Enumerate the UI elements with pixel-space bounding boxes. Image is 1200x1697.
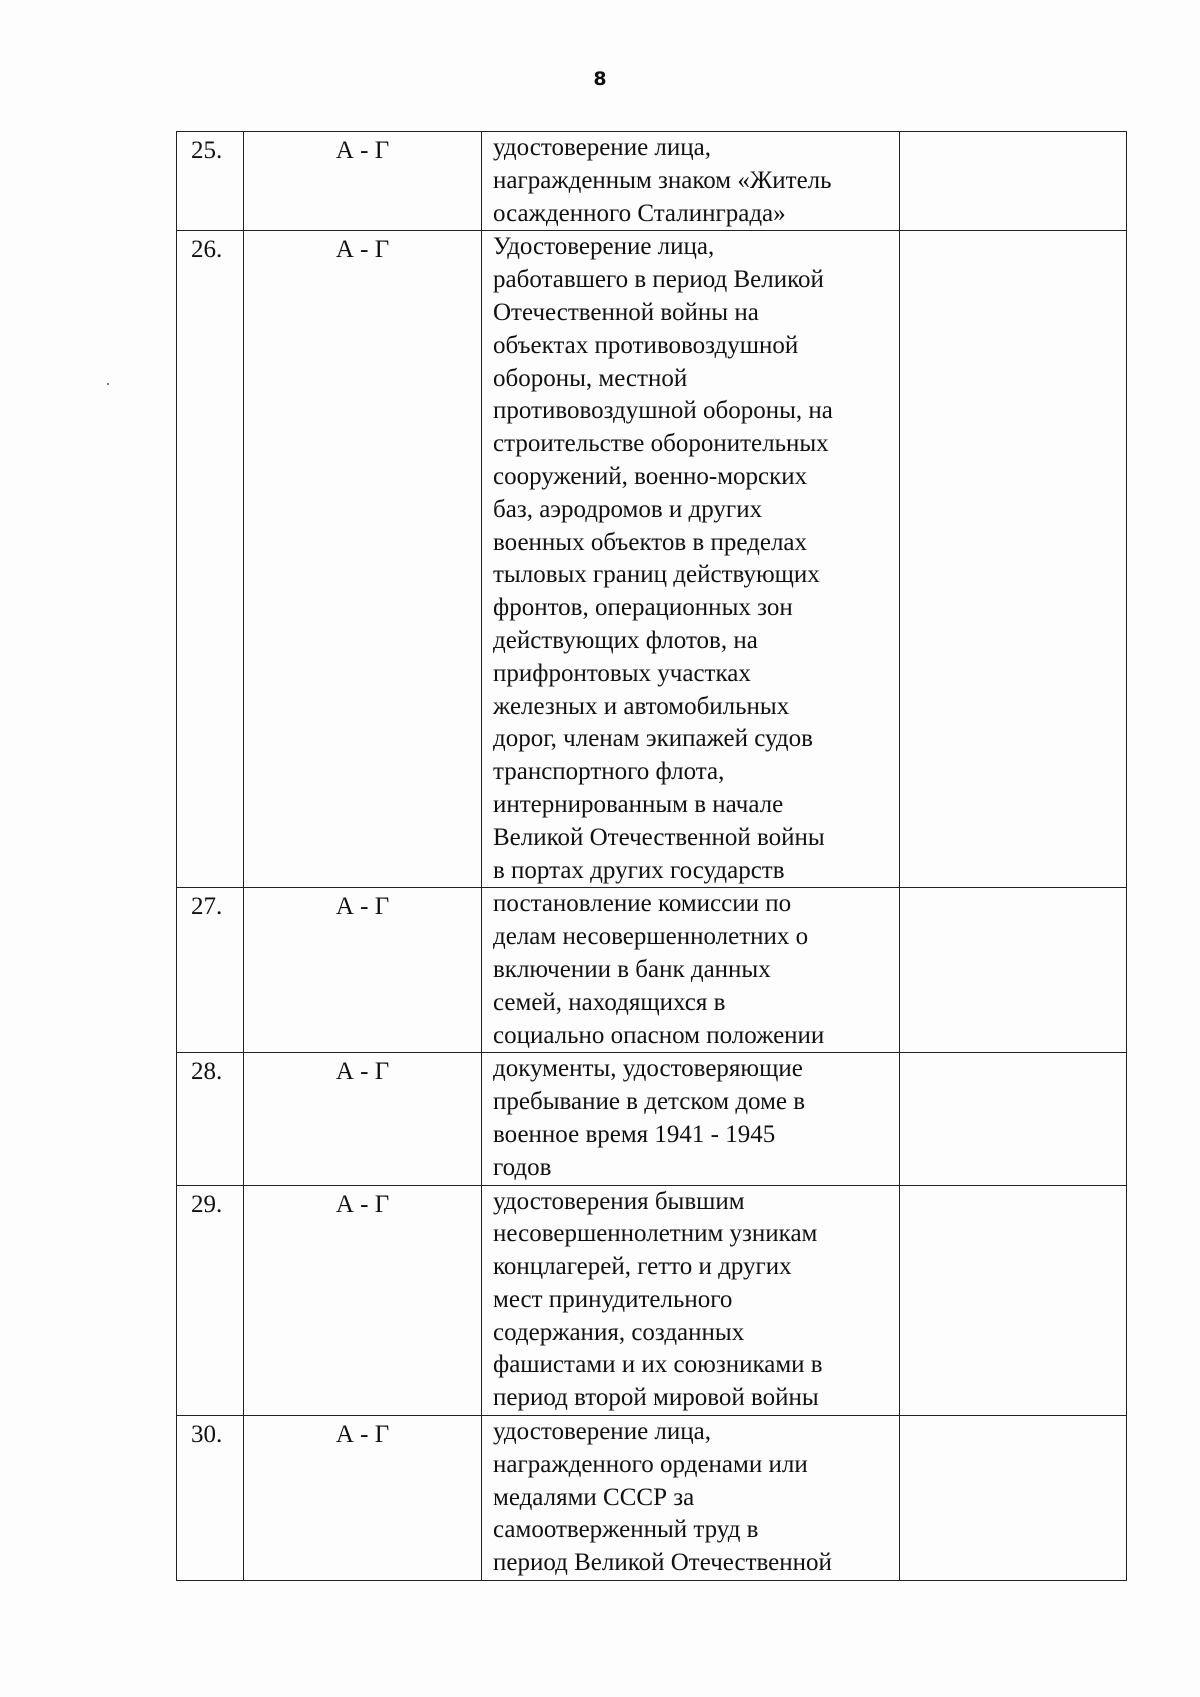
row-category: А - Г (244, 1416, 482, 1581)
scan-speck (107, 383, 109, 385)
row-document-description (482, 1185, 900, 1416)
description-line: награжденным знаком «Житель (493, 166, 832, 194)
description-line: дорог, членам экипажей судов (493, 725, 813, 753)
description-line: транспортного флота, (493, 758, 725, 786)
documents-table (176, 131, 1127, 1581)
documents-table-body (177, 132, 1127, 1581)
row-empty-cell (900, 1053, 1127, 1185)
row-empty-cell (900, 1416, 1127, 1581)
description-line: пребывание в детском доме в (493, 1088, 806, 1116)
description-line: военное время 1941 - 1945 (493, 1120, 776, 1148)
description-line: объектах противовоздушной (493, 331, 799, 359)
row-category: А - Г (244, 888, 482, 1053)
row-empty-cell (900, 231, 1127, 888)
page-number: 8 (593, 68, 607, 90)
row-number: 25. (177, 132, 244, 231)
description-line: мест принудительного (493, 1285, 733, 1313)
row-number: 27. (177, 888, 244, 1053)
description-line: самоотверженный труд в (493, 1516, 759, 1544)
description-line: награжденного орденами или (493, 1450, 808, 1478)
description-line: фашистами и их союзниками в (493, 1351, 823, 1379)
table-row (177, 231, 1127, 888)
description-line: строительстве оборонительных (493, 430, 829, 458)
description-line: удостоверение лица, (493, 1418, 711, 1446)
row-category: А - Г (244, 132, 482, 231)
description-line: удостоверение лица, (493, 134, 711, 161)
description-line: Удостоверение лица, (493, 233, 715, 261)
table-row (177, 888, 1127, 1053)
table-row (177, 1053, 1127, 1185)
description-line: в портах других государств (493, 856, 785, 884)
description-line: концлагерей, гетто и других (493, 1253, 792, 1281)
row-number: 26. (177, 231, 244, 888)
row-empty-cell (900, 132, 1127, 231)
row-document-description (482, 1053, 900, 1185)
description-line: несовершеннолетним узникам (493, 1220, 818, 1248)
description-line: период Великой Отечественной (493, 1549, 832, 1577)
description-line: постановление комиссии по (493, 890, 792, 918)
row-number: 28. (177, 1053, 244, 1185)
description-line: сооружений, военно-морских (493, 462, 808, 490)
description-line: включении в банк данных (493, 955, 771, 983)
table-row (177, 132, 1127, 231)
description-line: семей, находящихся в (493, 988, 726, 1016)
row-empty-cell (900, 888, 1127, 1053)
description-line: документы, удостоверяющие (493, 1055, 803, 1083)
description-line: период второй мировой войны (493, 1384, 819, 1412)
description-line: медалями СССР за (493, 1483, 695, 1511)
description-line: тыловых границ действующих (493, 561, 820, 589)
description-line: действующих флотов, на (493, 626, 758, 654)
description-line: интернированным в начале (493, 790, 784, 818)
description-line: делам несовершеннолетних о (493, 923, 809, 951)
row-document-description (482, 1416, 900, 1581)
table-row (177, 1416, 1127, 1581)
description-line: Великой Отечественной войны (493, 823, 825, 851)
row-number: 30. (177, 1416, 244, 1581)
description-line: содержания, созданных (493, 1318, 745, 1346)
description-line: осажденного Сталинграда» (493, 199, 786, 227)
table-row (177, 1185, 1127, 1416)
row-category: А - Г (244, 231, 482, 888)
description-line: противовоздушной обороны, на (493, 397, 833, 425)
description-line: прифронтовых участках (493, 659, 751, 687)
row-category: А - Г (244, 1053, 482, 1185)
description-line: фронтов, операционных зон (493, 594, 793, 622)
description-line: Отечественной войны на (493, 298, 759, 326)
description-line: военных объектов в пределах (493, 528, 808, 556)
row-document-description (482, 888, 900, 1053)
description-line: обороны, местной (493, 364, 688, 392)
description-line: работавшего в период Великой (493, 266, 824, 294)
description-line: железных и автомобильных (493, 692, 790, 720)
row-document-description (482, 231, 900, 888)
row-category: А - Г (244, 1185, 482, 1416)
description-line: социально опасном положении (493, 1021, 825, 1049)
row-number: 29. (177, 1185, 244, 1416)
description-line: баз, аэродромов и других (493, 495, 763, 523)
description-line: годов (493, 1153, 552, 1181)
description-line: удостоверения бывшим (493, 1187, 745, 1215)
row-empty-cell (900, 1185, 1127, 1416)
row-document-description (482, 132, 900, 231)
